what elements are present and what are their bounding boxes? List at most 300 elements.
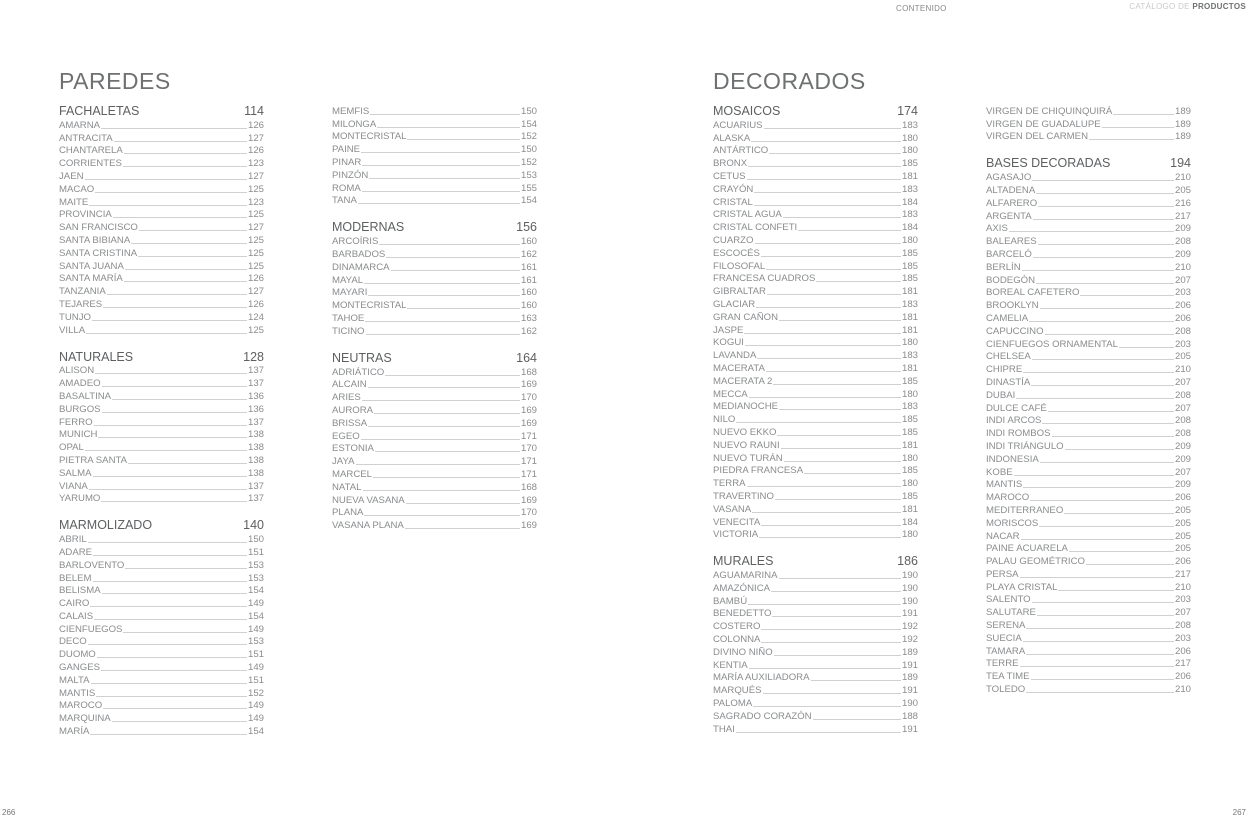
index-entry <box>713 528 918 541</box>
entry-page: 208 <box>1174 325 1191 337</box>
entry-leader-line <box>364 515 520 516</box>
index-entry <box>59 609 264 622</box>
index-entry <box>59 635 264 648</box>
index-entry <box>59 195 264 208</box>
page-number-left: 266 <box>2 808 16 817</box>
entry-leader-line <box>774 655 901 656</box>
entry-leader-line <box>102 593 247 594</box>
entry-page: 185 <box>901 490 918 502</box>
index-entry <box>713 645 918 658</box>
entry-name: PAINE <box>332 144 361 156</box>
index-entry <box>986 286 1191 299</box>
entry-leader-line <box>85 450 247 451</box>
entry-name: MONTECRISTAL <box>332 300 407 312</box>
entry-page: 153 <box>247 572 264 584</box>
entry-name: FERRO <box>59 416 93 428</box>
entry-page: 170 <box>520 443 537 455</box>
index-entry <box>713 722 918 735</box>
entry-page: 126 <box>247 298 264 310</box>
index-entry <box>59 376 264 389</box>
index-entry <box>986 542 1191 555</box>
index-entry <box>986 478 1191 491</box>
entry-page: 138 <box>247 467 264 479</box>
entry-name: BOREAL CAFETERO <box>986 287 1080 299</box>
section-heading <box>59 350 264 364</box>
entry-name: SANTA CRISTINA <box>59 247 138 259</box>
entry-name: CUARZO <box>713 234 754 246</box>
entry-leader-line <box>113 217 247 218</box>
entry-name: VILLA <box>59 324 86 336</box>
entry-page: 183 <box>901 183 918 195</box>
entry-name: CIENFUEGOS <box>59 623 123 635</box>
entry-leader-line <box>813 719 901 720</box>
entry-leader-line <box>756 307 901 308</box>
entry-leader-line <box>1038 244 1174 245</box>
entry-leader-line <box>1032 602 1174 603</box>
entry-name: TEJARES <box>59 298 103 310</box>
entry-leader-line <box>86 333 247 334</box>
entry-page: 208 <box>1174 428 1191 440</box>
entry-name: TICINO <box>332 325 365 337</box>
entry-name: MALTA <box>59 674 90 686</box>
entry-leader-line <box>1026 692 1174 693</box>
index-entry <box>986 465 1191 478</box>
entry-name: GRAN CAÑON <box>713 311 779 323</box>
entry-leader-line <box>1045 334 1174 335</box>
section-page: 174 <box>897 104 918 118</box>
index-entry <box>332 506 537 519</box>
entry-leader-line <box>124 281 247 282</box>
entry-name: NUEVA VASANA <box>332 494 405 506</box>
entry-leader-line <box>761 525 901 526</box>
index-entry <box>713 195 918 208</box>
entry-name: MECCA <box>713 388 748 400</box>
entry-leader-line <box>773 384 901 385</box>
entry-name: CAIRO <box>59 598 90 610</box>
index-entry <box>332 194 537 207</box>
entry-page: 210 <box>1174 172 1191 184</box>
entry-leader-line <box>88 542 247 543</box>
entry-page: 162 <box>520 325 537 337</box>
entry-leader-line <box>1102 127 1174 128</box>
entry-leader-line <box>779 409 901 410</box>
entry-leader-line <box>1058 590 1174 591</box>
entry-name: ESTONIA <box>332 443 374 455</box>
entry-leader-line <box>370 114 520 115</box>
index-entry <box>332 493 537 506</box>
entry-page: 153 <box>520 169 537 181</box>
entry-leader-line <box>753 706 901 707</box>
entry-name: VASANA <box>713 503 752 515</box>
entry-leader-line <box>107 294 247 295</box>
entry-page: 138 <box>247 429 264 441</box>
entry-page: 207 <box>1174 274 1191 286</box>
entry-page: 160 <box>520 300 537 312</box>
entry-name: VASANA PLANA <box>332 520 404 532</box>
entry-name: BALEARES <box>986 236 1037 248</box>
entry-leader-line <box>779 320 901 321</box>
entry-leader-line <box>112 721 247 722</box>
index-entry <box>59 699 264 712</box>
entry-name: DULCE CAFÉ <box>986 402 1047 414</box>
entry-leader-line <box>361 439 520 440</box>
entry-name: SALMA <box>59 467 92 479</box>
entry-leader-line <box>745 345 901 346</box>
entry-page: 209 <box>1174 479 1191 491</box>
index-entry <box>59 558 264 571</box>
entry-name: MARCEL <box>332 468 372 480</box>
paredes-title: PAREDES <box>59 68 171 94</box>
entry-page: 203 <box>1174 632 1191 644</box>
entry-name: FRANCESA CUADROS <box>713 273 816 285</box>
index-entry <box>332 365 537 378</box>
entry-page: 190 <box>901 698 918 710</box>
entry-leader-line <box>798 230 901 231</box>
index-entry <box>713 476 918 489</box>
entry-leader-line <box>407 139 520 140</box>
index-entry <box>713 297 918 310</box>
entry-name: PIEDRA FRANCESA <box>713 465 804 477</box>
entry-page: 136 <box>247 390 264 402</box>
entry-leader-line <box>754 192 901 193</box>
index-entry <box>713 169 918 182</box>
entry-leader-line <box>1065 449 1174 450</box>
entry-page: 205 <box>1174 351 1191 363</box>
entry-name: INDI TRIÁNGULO <box>986 440 1064 452</box>
entry-page: 161 <box>520 261 537 273</box>
entry-name: ARGENTA <box>986 210 1032 222</box>
index-entry <box>713 182 918 195</box>
entry-page: 180 <box>901 452 918 464</box>
entry-name: KOGUI <box>713 337 744 349</box>
entry-page: 206 <box>1174 312 1191 324</box>
entry-name: BARBADOS <box>332 248 386 260</box>
entry-name: NILO <box>713 414 736 426</box>
section-page: 128 <box>243 349 264 364</box>
entry-name: CETUS <box>713 170 746 182</box>
index-entry <box>332 429 537 442</box>
decorados-col-2 <box>986 104 1191 709</box>
entry-name: BENEDETTO <box>713 608 772 620</box>
entry-name: TERRA <box>713 478 746 490</box>
entry-page: 209 <box>1174 248 1191 260</box>
entry-name: MARQUÉS <box>713 685 762 697</box>
entry-name: MACERATA 2 <box>713 375 773 387</box>
entry-name: JAEN <box>59 170 84 182</box>
index-entry <box>986 605 1191 618</box>
section-name: MODERNAS <box>332 220 405 235</box>
entry-leader-line <box>1036 193 1174 194</box>
index-entry <box>332 260 537 273</box>
index-entry <box>713 515 918 528</box>
entry-leader-line <box>1023 487 1174 488</box>
index-entry <box>59 233 264 246</box>
entry-name: BAMBÚ <box>713 595 748 607</box>
entry-leader-line <box>1080 295 1174 296</box>
section-name: MOSAICOS <box>713 104 781 118</box>
index-entry <box>332 518 537 531</box>
entry-leader-line <box>744 333 901 334</box>
index-entry <box>713 451 918 464</box>
entry-name: ACUARIUS <box>713 119 763 131</box>
entry-leader-line <box>95 192 247 193</box>
entry-leader-line <box>1037 615 1174 616</box>
index-entry <box>986 375 1191 388</box>
entry-leader-line <box>772 616 901 617</box>
header-productos-label: PRODUCTOS <box>1192 2 1246 11</box>
index-entry <box>986 414 1191 427</box>
entry-leader-line <box>747 486 901 487</box>
entry-name: EGEO <box>332 430 360 442</box>
index-entry <box>713 144 918 157</box>
entry-page: 185 <box>901 158 918 170</box>
index-entry <box>986 388 1191 401</box>
entry-leader-line <box>363 490 520 491</box>
entry-name: BODEGÓN <box>986 274 1036 286</box>
entry-name: JASPE <box>713 324 744 336</box>
entry-page: 169 <box>520 404 537 416</box>
entry-page: 151 <box>247 649 264 661</box>
index-section <box>59 350 264 505</box>
index-entry <box>59 402 264 415</box>
entry-page: 205 <box>1174 504 1191 516</box>
entry-leader-line <box>1030 500 1174 501</box>
index-entry <box>332 298 537 311</box>
index-entry <box>986 580 1191 593</box>
entry-leader-line <box>139 230 247 231</box>
entry-name: BRONX <box>713 158 748 170</box>
entry-leader-line <box>748 166 901 167</box>
index-entry <box>713 594 918 607</box>
entry-name: DINAMARCA <box>332 261 390 273</box>
entry-page: 191 <box>901 659 918 671</box>
index-entry <box>713 310 918 323</box>
entry-page: 183 <box>901 119 918 131</box>
index-entry <box>332 390 537 403</box>
index-entry <box>713 400 918 413</box>
entry-leader-line <box>95 373 247 374</box>
entry-page: 217 <box>1174 210 1191 222</box>
entry-page: 150 <box>247 534 264 546</box>
index-entry <box>332 286 537 299</box>
entry-leader-line <box>764 128 901 129</box>
entry-leader-line <box>375 451 520 452</box>
entry-page: 150 <box>520 144 537 156</box>
entry-page: 161 <box>520 274 537 286</box>
entry-leader-line <box>1021 539 1174 540</box>
entry-name: VIRGEN DE GUADALUPE <box>986 118 1101 130</box>
index-entry <box>986 593 1191 606</box>
entry-page: 209 <box>1174 440 1191 452</box>
index-entry <box>59 545 264 558</box>
index-entry <box>59 131 264 144</box>
entry-leader-line <box>1033 219 1174 220</box>
entry-page: 151 <box>247 674 264 686</box>
entry-leader-line <box>407 308 520 309</box>
entry-leader-line <box>97 657 247 658</box>
entry-name: CALAIS <box>59 610 94 622</box>
entry-leader-line <box>365 321 520 322</box>
entry-leader-line <box>374 413 520 414</box>
decorados-col-1 <box>713 104 918 749</box>
entry-name: VIANA <box>59 480 88 492</box>
index-entry <box>59 364 264 377</box>
entry-name: GIBRALTAR <box>713 286 766 298</box>
entry-page: 190 <box>901 582 918 594</box>
index-entry <box>713 502 918 515</box>
entry-leader-line <box>103 307 247 308</box>
index-entry <box>59 647 264 660</box>
index-entry <box>986 490 1191 503</box>
entry-leader-line <box>749 668 901 669</box>
section-page: 194 <box>1170 156 1191 171</box>
entry-name: CAMELIA <box>986 312 1029 324</box>
entry-page: 203 <box>1174 287 1191 299</box>
entry-page: 191 <box>901 685 918 697</box>
entry-leader-line <box>93 581 247 582</box>
paredes-col-2 <box>332 104 537 545</box>
entry-page: 205 <box>1174 517 1191 529</box>
index-entry <box>332 273 537 286</box>
entry-name: PALAU GEOMÉTRICO <box>986 556 1085 568</box>
entry-name: ABRIL <box>59 534 87 546</box>
entry-leader-line <box>101 128 247 129</box>
index-entry <box>986 554 1191 567</box>
entry-page: 183 <box>901 209 918 221</box>
index-entry <box>59 246 264 259</box>
index-entry <box>59 323 264 336</box>
entry-leader-line <box>123 632 247 633</box>
entry-leader-line <box>124 153 247 154</box>
entry-name: BRISSA <box>332 417 368 429</box>
section-page: 114 <box>244 104 264 118</box>
header-catalogo <box>1129 2 1246 11</box>
entry-leader-line <box>123 166 247 167</box>
entry-page: 203 <box>1174 338 1191 350</box>
entry-page: 207 <box>1174 376 1191 388</box>
entry-name: DUBAI <box>986 389 1016 401</box>
entry-name: MARQUINA <box>59 713 111 725</box>
section-name: MURALES <box>713 554 774 569</box>
entry-name: ALASKA <box>713 132 751 144</box>
index-entry <box>986 503 1191 516</box>
index-entry <box>59 310 264 323</box>
entry-page: 171 <box>520 430 537 442</box>
entry-leader-line <box>391 270 520 271</box>
entry-leader-line <box>1113 114 1174 115</box>
index-entry <box>59 415 264 428</box>
entry-name: ALTADENA <box>986 184 1036 196</box>
entry-leader-line <box>779 578 901 579</box>
entry-name: DECO <box>59 636 87 648</box>
entry-leader-line <box>1029 321 1174 322</box>
entry-name: BERLÍN <box>986 261 1021 273</box>
index-entry <box>59 479 264 492</box>
entry-page: 216 <box>1174 197 1191 209</box>
entry-name: AGASAJO <box>986 172 1032 184</box>
index-entry <box>713 284 918 297</box>
entry-page: 191 <box>901 723 918 735</box>
section-page: 156 <box>516 220 537 235</box>
entry-leader-line <box>90 734 247 735</box>
entry-page: 126 <box>247 119 264 131</box>
index-entry <box>713 374 918 387</box>
entry-leader-line <box>368 387 520 388</box>
index-entry <box>59 660 264 673</box>
index-entry <box>713 259 918 272</box>
entry-leader-line <box>755 243 901 244</box>
index-entry <box>332 181 537 194</box>
index-entry <box>332 324 537 337</box>
index-entry <box>59 466 264 479</box>
entry-name: VIRGEN DE CHIQUINQUIRÁ <box>986 105 1113 117</box>
entry-name: KENTIA <box>713 659 748 671</box>
entry-leader-line <box>1089 139 1174 140</box>
index-entry <box>713 489 918 502</box>
entry-page: 160 <box>520 236 537 248</box>
index-entry <box>713 348 918 361</box>
index-entry <box>713 131 918 144</box>
entry-leader-line <box>1032 359 1174 360</box>
entry-page: 168 <box>520 366 537 378</box>
entry-name: BELISMA <box>59 585 101 597</box>
entry-leader-line <box>752 512 901 513</box>
index-entry <box>59 673 264 686</box>
entry-leader-line <box>366 334 520 335</box>
section-page: 186 <box>897 554 918 569</box>
section-heading <box>59 518 264 532</box>
index-entry <box>713 387 918 400</box>
entry-page: 185 <box>901 260 918 272</box>
entry-leader-line <box>1119 347 1174 348</box>
entry-leader-line <box>102 386 247 387</box>
entry-page: 149 <box>247 598 264 610</box>
section-heading <box>332 220 537 234</box>
entry-page: 185 <box>901 426 918 438</box>
entry-page: 138 <box>247 442 264 454</box>
entry-leader-line <box>93 476 247 477</box>
index-entry <box>332 155 537 168</box>
index-section <box>59 104 264 336</box>
entry-name: PAINE ACUARELA <box>986 543 1068 555</box>
index-section <box>713 554 918 734</box>
index-entry <box>713 658 918 671</box>
entry-leader-line <box>112 399 247 400</box>
entry-leader-line <box>1023 641 1174 642</box>
entry-name: TANA <box>332 195 357 207</box>
entry-page: 181 <box>901 503 918 515</box>
index-entry <box>59 440 264 453</box>
entry-leader-line <box>1023 372 1174 373</box>
entry-name: MAROCO <box>59 700 103 712</box>
entry-leader-line <box>94 619 247 620</box>
index-entry <box>332 142 537 155</box>
entry-page: 185 <box>901 247 918 259</box>
entry-name: SANTA BIBIANA <box>59 234 131 246</box>
entry-name: SALENTO <box>986 594 1031 606</box>
entry-name: BELEM <box>59 572 92 584</box>
entry-name: MEMFIS <box>332 105 370 117</box>
entry-leader-line <box>364 283 520 284</box>
entry-name: MANTIS <box>59 687 96 699</box>
index-entry <box>59 144 264 157</box>
index-entry <box>59 182 264 195</box>
entry-page: 189 <box>1174 131 1191 143</box>
entry-page: 171 <box>520 468 537 480</box>
entry-leader-line <box>1039 526 1174 527</box>
entry-leader-line <box>767 294 901 295</box>
entry-name: ESCOCÉS <box>713 247 760 259</box>
